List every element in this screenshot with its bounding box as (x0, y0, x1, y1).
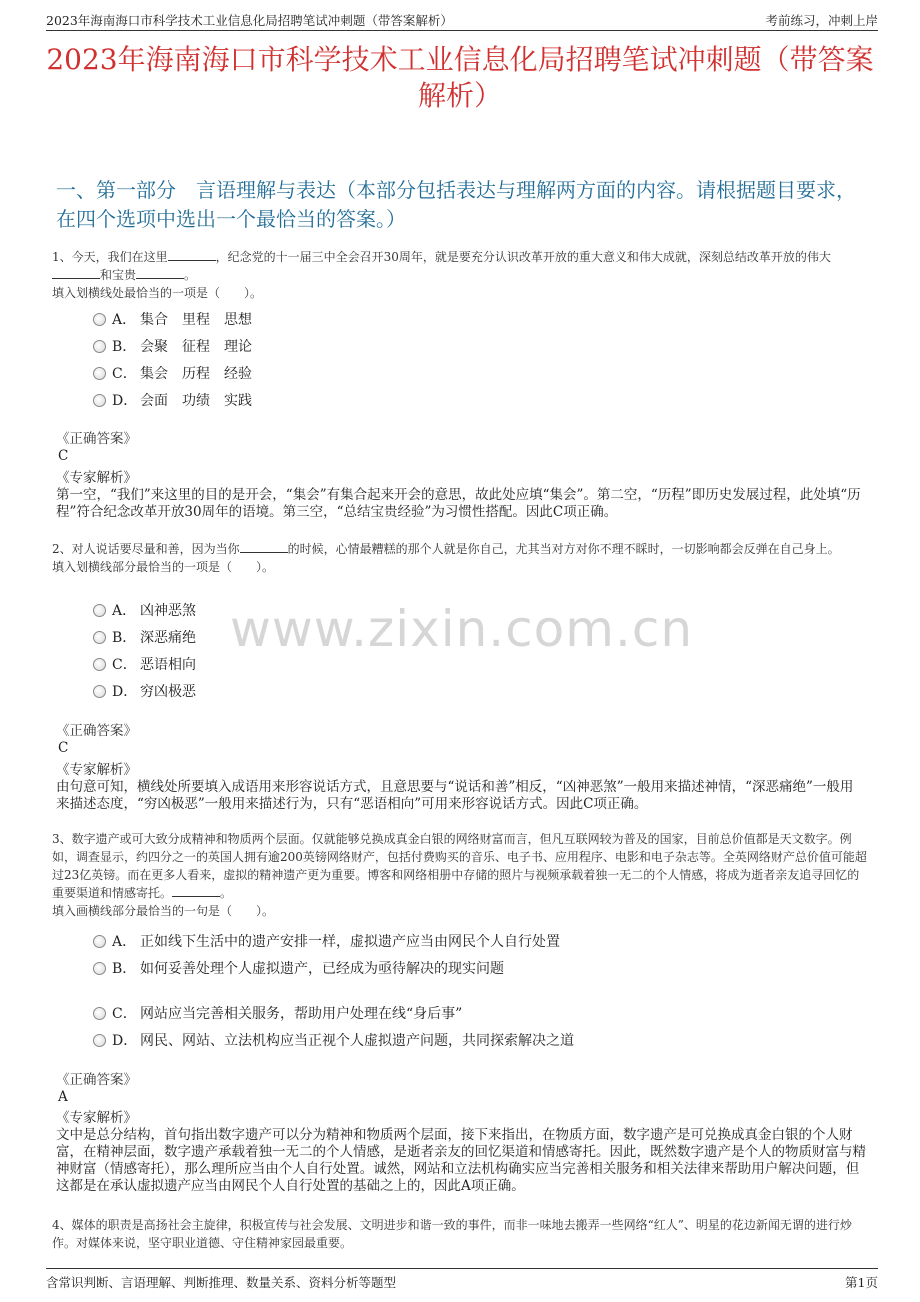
question-1 (52, 248, 867, 302)
correct-answer: 《正确答案》 C (56, 431, 137, 464)
option-a[interactable]: A． 正如线下生活中的遗产安排一样，虚拟遗产应当由网民个人自行处置 (93, 931, 560, 951)
answer-blank (240, 541, 288, 553)
option-b[interactable]: B． 会聚 征程 理论 (93, 336, 252, 356)
page-number: 第1页 (845, 1275, 878, 1290)
question-prompt: 填入划横线部分最恰当的一项是（ ）。 (52, 560, 275, 574)
section-heading: 一、第一部分 言语理解与表达（本部分包括表达与理解两方面的内容。请根据题目要求，在四个选项中选出一个最恰当的答案。） (56, 178, 856, 231)
option-c[interactable]: C． 集会 历程 经验 (93, 363, 252, 383)
option-d[interactable]: D． 会面 功绩 实践 (93, 390, 252, 410)
answer-blank (168, 249, 216, 261)
option-b[interactable]: B． 如何妥善处理个人虚拟遗产，已经成为亟待解决的现实问题 (93, 958, 504, 978)
radio-button[interactable] (93, 604, 106, 617)
radio-button[interactable] (93, 1034, 106, 1047)
option-c[interactable]: C． 恶语相向 (93, 654, 196, 674)
question-prompt: 填入画横线部分最恰当的一句是（ ）。 (52, 904, 275, 918)
correct-answer: 《正确答案》 A (56, 1072, 137, 1105)
question-stem: 4、媒体的职责是高扬社会主旋律，积极宣传与社会发展、文明进步和谐一致的事件，而非一味地去搬弄一些网络“红人”、明星的花边新闻无谓的进行炒作。对媒体来说，坚守职业道德、守住精神家园最重要。 (52, 1218, 852, 1250)
radio-button[interactable] (93, 631, 106, 644)
option-b[interactable]: B． 深恶痛绝 (93, 627, 196, 647)
question-prompt: 填入划横线处最恰当的一项是（ ）。 (52, 286, 263, 300)
radio-button[interactable] (93, 313, 106, 326)
option-c[interactable]: C． 网站应当完善相关服务，帮助用户处理在线“身后事” (93, 1003, 462, 1023)
footer-left: 含常识判断、言语理解、判断推理、数量关系、资料分析等题型 (46, 1275, 397, 1290)
header-left: 2023年海南海口市科学技术工业信息化局招聘笔试冲刺题（带答案解析） (46, 13, 453, 28)
question-2 (52, 540, 867, 576)
question-stem: 2、对人说话要尽量和善，因为当你 的时候，心情最糟糕的那个人就是你自己，尤其当对方对你不理不睬时，一切影响都会反弹在自己身上。 (52, 542, 840, 556)
watermark: www.zixin.com.cn (230, 600, 694, 658)
question-3 (52, 830, 867, 920)
header-right: 考前练习，冲刺上岸 (765, 13, 878, 28)
document-title: 2023年海南海口市科学技术工业信息化局招聘笔试冲刺题（带答案解析） (46, 43, 874, 112)
radio-button[interactable] (93, 340, 106, 353)
question-stem: 1、今天，我们在这里 ，纪念党的十一届三中全会召开30周年，就是要充分认识改革开放的重大意义和伟大成就，深刻总结改革开放的伟大和宝贵 。 (52, 250, 831, 282)
answer-blank (172, 885, 220, 897)
option-a[interactable]: A． 凶神恶煞 (93, 600, 196, 620)
page-footer (46, 1268, 878, 1293)
answer-blank (52, 267, 100, 279)
question-stem: 3、数字遗产或可大致分成精神和物质两个层面。仅就能够兑换成真金白银的网络财富而言，但凡互联网较为普及的国家，目前总价值都是天文数字。例如，调查显示，约四分之一的英国人拥有逾200英镑网络财产，包括付费购买的音乐、电子书、应用程序、电影和电子杂志等。全英网络财产总价值可能超过23亿英镑。而在更多人看来，虚拟的精神遗产更为重要。博客和网络相册中存储的照片与视频承载着独一无二的个人情感，将成为逝者亲友追寻回忆的重要渠道和情感寄托。 。 (52, 832, 867, 900)
page-header (46, 10, 878, 31)
correct-answer: 《正确答案》 C (56, 723, 137, 756)
option-d[interactable]: D． 穷凶极恶 (93, 681, 196, 701)
radio-button[interactable] (93, 962, 106, 975)
radio-button[interactable] (93, 1007, 106, 1020)
radio-button[interactable] (93, 935, 106, 948)
expert-analysis: 《专家解析》 由句意可知，横线处所要填入成语用来形容说话方式，且意思要与“说话和善”相反，“凶神恶煞”一般用来描述神情，“深恶痛绝”一般用来描述态度，“穷凶极恶”一般用来描述行为，只有“恶语相向”可用来形容说话方式。因此C项正确。 (56, 762, 854, 812)
radio-button[interactable] (93, 367, 106, 380)
option-a[interactable]: A． 集合 里程 思想 (93, 309, 252, 329)
answer-blank (136, 267, 184, 279)
radio-button[interactable] (93, 658, 106, 671)
expert-analysis: 《专家解析》 第一空，“我们”来这里的目的是开会，“集会”有集合起来开会的意思，故此处应填“集会”。第二空，“历程”即历史发展过程，此处填“历程”符合纪念改革开放30周年的语境。第三空，“总结宝贵经验”为习惯性搭配。因此C项正确。 (56, 470, 861, 520)
question-4 (52, 1216, 867, 1252)
radio-button[interactable] (93, 394, 106, 407)
option-d[interactable]: D． 网民、网站、立法机构应当正视个人虚拟遗产问题，共同探索解决之道 (93, 1030, 574, 1050)
expert-analysis: 《专家解析》 文中是总分结构，首句指出数字遗产可以分为精神和物质两个层面，接下来指出，在物质方面，数字遗产是可兑换成真金白银的个人财富，在精神层面，数字遗产承载着独一无二的个人情感，是逝者亲友的回忆渠道和情感寄托。因此，既然数字遗产是个人的物质财富与精神财富（情感寄托），那么理所应当由个人自行处置。诚然，网站和立法机构确实应当完善相关服务和相关法律来帮助用户解决问题，但这都是在承认虚拟遗产应当由网民个人自行处置的基础之上的，因此A项正确。 (56, 1110, 866, 1194)
radio-button[interactable] (93, 685, 106, 698)
